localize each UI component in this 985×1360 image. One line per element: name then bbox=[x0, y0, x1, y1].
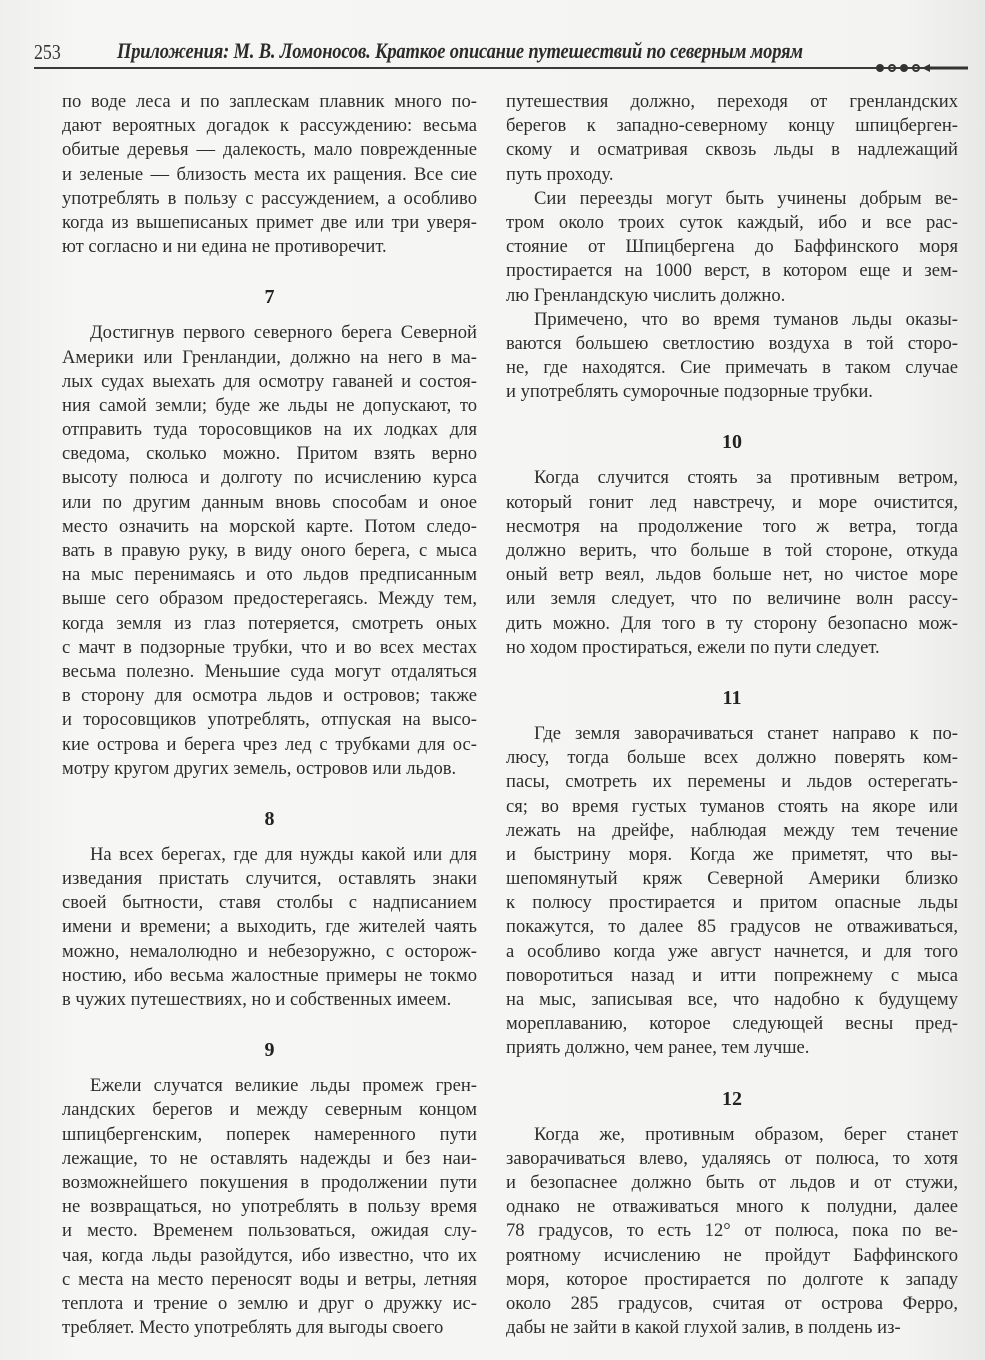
text-line: На всех берегах, где для нужды какой или для bbox=[90, 843, 477, 865]
section-number: 8 bbox=[264, 807, 275, 830]
text-line: путь проходу. bbox=[506, 163, 614, 185]
text-line: лежать на дрейфе, наблюдая между тем течение bbox=[506, 819, 958, 841]
text-line: Америки или Гренландии, должно на него в ма- bbox=[62, 346, 477, 368]
text-line: употреблять в пользу с рассуждением, а особливо bbox=[62, 187, 477, 209]
text-line: дить можно. Для того в ту сторону безопасно мож- bbox=[506, 612, 958, 634]
text-line: приять должно, чем ранее, тем лучше. bbox=[506, 1037, 810, 1059]
paragraph bbox=[506, 308, 958, 405]
text-line: берегов к западно-северному концу шпицберген- bbox=[506, 115, 958, 137]
text-line: оный ветр веял, льдов больше нет, но чистое море bbox=[506, 564, 958, 586]
text-line: несмотря на продолжение того ж ветра, тогда bbox=[506, 515, 958, 537]
text-line: в чужих путешествиях, но и собственных имеем. bbox=[62, 989, 452, 1010]
text-line: с мачт в подзорные трубки, что и во всех местах bbox=[62, 636, 477, 658]
section-12 bbox=[506, 1087, 958, 1341]
text-line: высоту полюса и долготу по исчислению курса bbox=[62, 467, 477, 489]
text-line: ностию, ибо весьма жалостные примеры не токмо bbox=[62, 964, 477, 986]
paragraph bbox=[62, 90, 477, 259]
text-line: не возвращаться, но употреблять в пользу время bbox=[62, 1196, 477, 1218]
text-line: и торосовщиков употреблять, отпуская на высо- bbox=[62, 709, 477, 731]
text-line: роятному исчислению не пройдут Баффинского bbox=[506, 1244, 958, 1266]
text-line: Когда случится стоять за противным ветром, bbox=[534, 467, 958, 489]
paragraph bbox=[62, 1074, 477, 1340]
paragraph bbox=[506, 722, 958, 1061]
text-line: должно верить, что больше в той стороне, откуда bbox=[506, 540, 958, 561]
text-line: люсу, тогда больше всех должно поверять ком- bbox=[506, 747, 958, 769]
header-rule bbox=[34, 67, 874, 69]
text-line: скому и осматривая сквозь льды в надлежащий bbox=[506, 139, 958, 161]
text-line: но ходом простираться, ежели по пути следует. bbox=[506, 636, 880, 658]
section-number: 11 bbox=[722, 686, 742, 709]
text-line: с места на место переносят воды и ветры, летняя bbox=[62, 1268, 477, 1290]
text-line: ваются большею светлостию воздуха в той сторо- bbox=[506, 332, 958, 354]
text-line: а особливо когда уже август начнется, и для того bbox=[506, 940, 958, 962]
text-line: и место. Временем пользоваться, ожидая слу- bbox=[62, 1220, 477, 1242]
text-line: Достигнув первого северного берега Северной bbox=[90, 322, 477, 344]
section-10 bbox=[506, 430, 958, 660]
text-line: своей бытности, ставя столбы с надписанием bbox=[62, 892, 477, 914]
text-line: чая, когда льды разойдутся, ибо известно, что их bbox=[62, 1244, 477, 1266]
text-line: ния самой земли; буде же льды не допускают, то bbox=[62, 394, 477, 416]
text-line: или земля следует, что по величине волн рассу- bbox=[506, 588, 958, 610]
text-line: шепомянутый кряж Северной Америки близко bbox=[506, 868, 958, 890]
section-number: 10 bbox=[722, 431, 742, 454]
section-number: 7 bbox=[264, 286, 275, 309]
running-title: Приложения: М. В. Ломоносов. Краткое описание путешествий по северным морям bbox=[117, 38, 803, 63]
text-line: который гонит лед навстречу, и море очистится, bbox=[506, 491, 958, 513]
paragraph bbox=[506, 90, 958, 187]
text-line: Сии переезды могут быть учинены добрым ве- bbox=[534, 187, 958, 209]
text-line: изведания пристать случится, оставлять знаки bbox=[62, 868, 477, 890]
text-line: и зеленые — близость места их ращения. Все сие bbox=[62, 163, 477, 185]
text-line: по воде леса и по заплескам плавник много по- bbox=[62, 91, 477, 112]
text-line: путешествия должно, переходя от гренландских bbox=[506, 91, 958, 112]
section-7 bbox=[62, 285, 477, 781]
paragraph bbox=[506, 1123, 958, 1341]
right-column bbox=[506, 90, 958, 1340]
text-line: отправить туда торосовщиков на их лодках для bbox=[62, 419, 477, 441]
text-line: когда земля из глаз потеряется, смотреть оных bbox=[62, 612, 477, 634]
text-line: тром около троих суток каждый, ибо и все рас- bbox=[506, 211, 958, 233]
text-line: мореплаванию, которое следующей весны пред- bbox=[506, 1013, 958, 1035]
text-line: имени и времени; а выходить, где жителей чаять bbox=[62, 916, 477, 938]
text-line: обитые деревья — далекость, мало поврежденные bbox=[62, 139, 477, 161]
text-line: пасы, смотреть их перемены и льдов остерегать- bbox=[506, 771, 958, 793]
section-9 bbox=[62, 1038, 477, 1340]
text-line: на мыс, записывая все, что надобно к будущему bbox=[506, 989, 958, 1010]
paragraph bbox=[506, 187, 958, 308]
text-line: возможнейшего покушения в продолжении пути bbox=[62, 1171, 477, 1193]
text-line: требляет. Место употреблять для выгоды своего bbox=[62, 1317, 444, 1339]
text-line: и употреблять суморочные подзорные трубки. bbox=[506, 381, 873, 403]
section-11 bbox=[506, 686, 958, 1061]
text-line: сведома, сколько можно. Притом взять верно bbox=[62, 443, 477, 465]
section-8 bbox=[62, 807, 477, 1012]
text-line: вать в правую руку, в виду оного берега, с мыса bbox=[62, 540, 477, 561]
page-number: 253 bbox=[34, 40, 61, 64]
text-line: Ежели случатся великие льды промеж грен- bbox=[90, 1075, 477, 1097]
text-line: Когда же, противным образом, берег станет bbox=[534, 1123, 958, 1145]
text-line: ют согласно и ни едина не противоречит. bbox=[62, 236, 387, 258]
text-line: весьма полезно. Меньшие суда могут отдаляться bbox=[62, 660, 477, 682]
text-line: теплота и трение о землю и друг о дружку ис- bbox=[62, 1292, 477, 1314]
text-line: лежащие, то не оставлять надежды и без наи- bbox=[62, 1147, 477, 1169]
text-line: дают вероятных догадок к рассуждению: весьма bbox=[62, 115, 477, 137]
text-line: Где земля заворачиваться станет направо к по- bbox=[534, 722, 958, 744]
text-line: не, где находятся. Сие примечать в таком случае bbox=[506, 357, 958, 379]
text-line: Примечено, что во время туманов льды оказы- bbox=[534, 308, 958, 330]
text-line: заворачиваться влево, удаляясь от полюса, то хотя bbox=[506, 1147, 958, 1169]
text-line: лю Гренландскую числить должно. bbox=[506, 284, 786, 306]
text-line: мотру кругом других земель, островов или льдов. bbox=[62, 757, 457, 779]
text-line: около 285 градусов, считая от острова Ферро, bbox=[506, 1292, 958, 1314]
text-line: моря, которое простирается по долготе к западу bbox=[506, 1268, 958, 1290]
paragraph bbox=[62, 321, 477, 781]
text-line: место означить на морской карте. Потом следо- bbox=[62, 515, 477, 537]
text-line: простирается на 1000 верст, в котором еще и зем- bbox=[506, 260, 958, 282]
text-line: стояние от Шпицбергена до Баффинского моря bbox=[506, 236, 958, 258]
text-line: однако не отваживаться много к полудни, далее bbox=[506, 1196, 958, 1218]
text-line: покажутся, то далее 85 градусов не отваживаться, bbox=[506, 916, 958, 938]
text-line: дабы не зайти в какой глухой залив, в полдень из- bbox=[506, 1317, 901, 1339]
text-line: или по другим данным вновь способам и оное bbox=[62, 491, 477, 513]
text-line: поворотиться назад и итти попрежнему с мыса bbox=[506, 964, 958, 986]
text-line: кие острова и берега чрез лед с трубками для ос- bbox=[62, 733, 477, 755]
text-line: шпицбергенским, поперек намеренного пути bbox=[62, 1123, 477, 1145]
paragraph bbox=[62, 843, 477, 1012]
text-line: ландских берегов и между северным концом bbox=[62, 1099, 477, 1121]
section-number: 9 bbox=[264, 1039, 275, 1062]
text-line: и быстрину моря. Когда же приметят, что вы- bbox=[506, 843, 958, 865]
decorative-ornament-icon bbox=[858, 58, 968, 78]
text-line: когда из вышеписаных примет две или три уверя- bbox=[62, 211, 477, 233]
text-line: к полюсу простирается и притом опасные льды bbox=[506, 892, 958, 914]
section-number: 12 bbox=[722, 1087, 742, 1110]
text-line: и безопаснее должно быть от льдов и от стужи, bbox=[506, 1171, 958, 1193]
text-line: в сторону для осмотра льдов и островов; также bbox=[62, 685, 477, 707]
text-line: 78 градусов, то есть 12° от полюса, пока по ве- bbox=[506, 1220, 958, 1242]
text-line: лых судах выехать для осмотру гаваней и состоя- bbox=[62, 370, 477, 392]
page-header bbox=[0, 36, 985, 76]
text-line: выше сего образом предостерегаясь. Между тем, bbox=[62, 588, 477, 610]
text-line: ся; во время густых туманов стоять на якоре или bbox=[506, 795, 958, 817]
left-column bbox=[62, 90, 477, 1340]
paragraph bbox=[506, 466, 958, 660]
text-line: можно, немалолюдно и небезоружно, с осторож- bbox=[62, 940, 477, 962]
text-line: на мыс перенимаясь и ото льдов предписанным bbox=[62, 564, 477, 586]
